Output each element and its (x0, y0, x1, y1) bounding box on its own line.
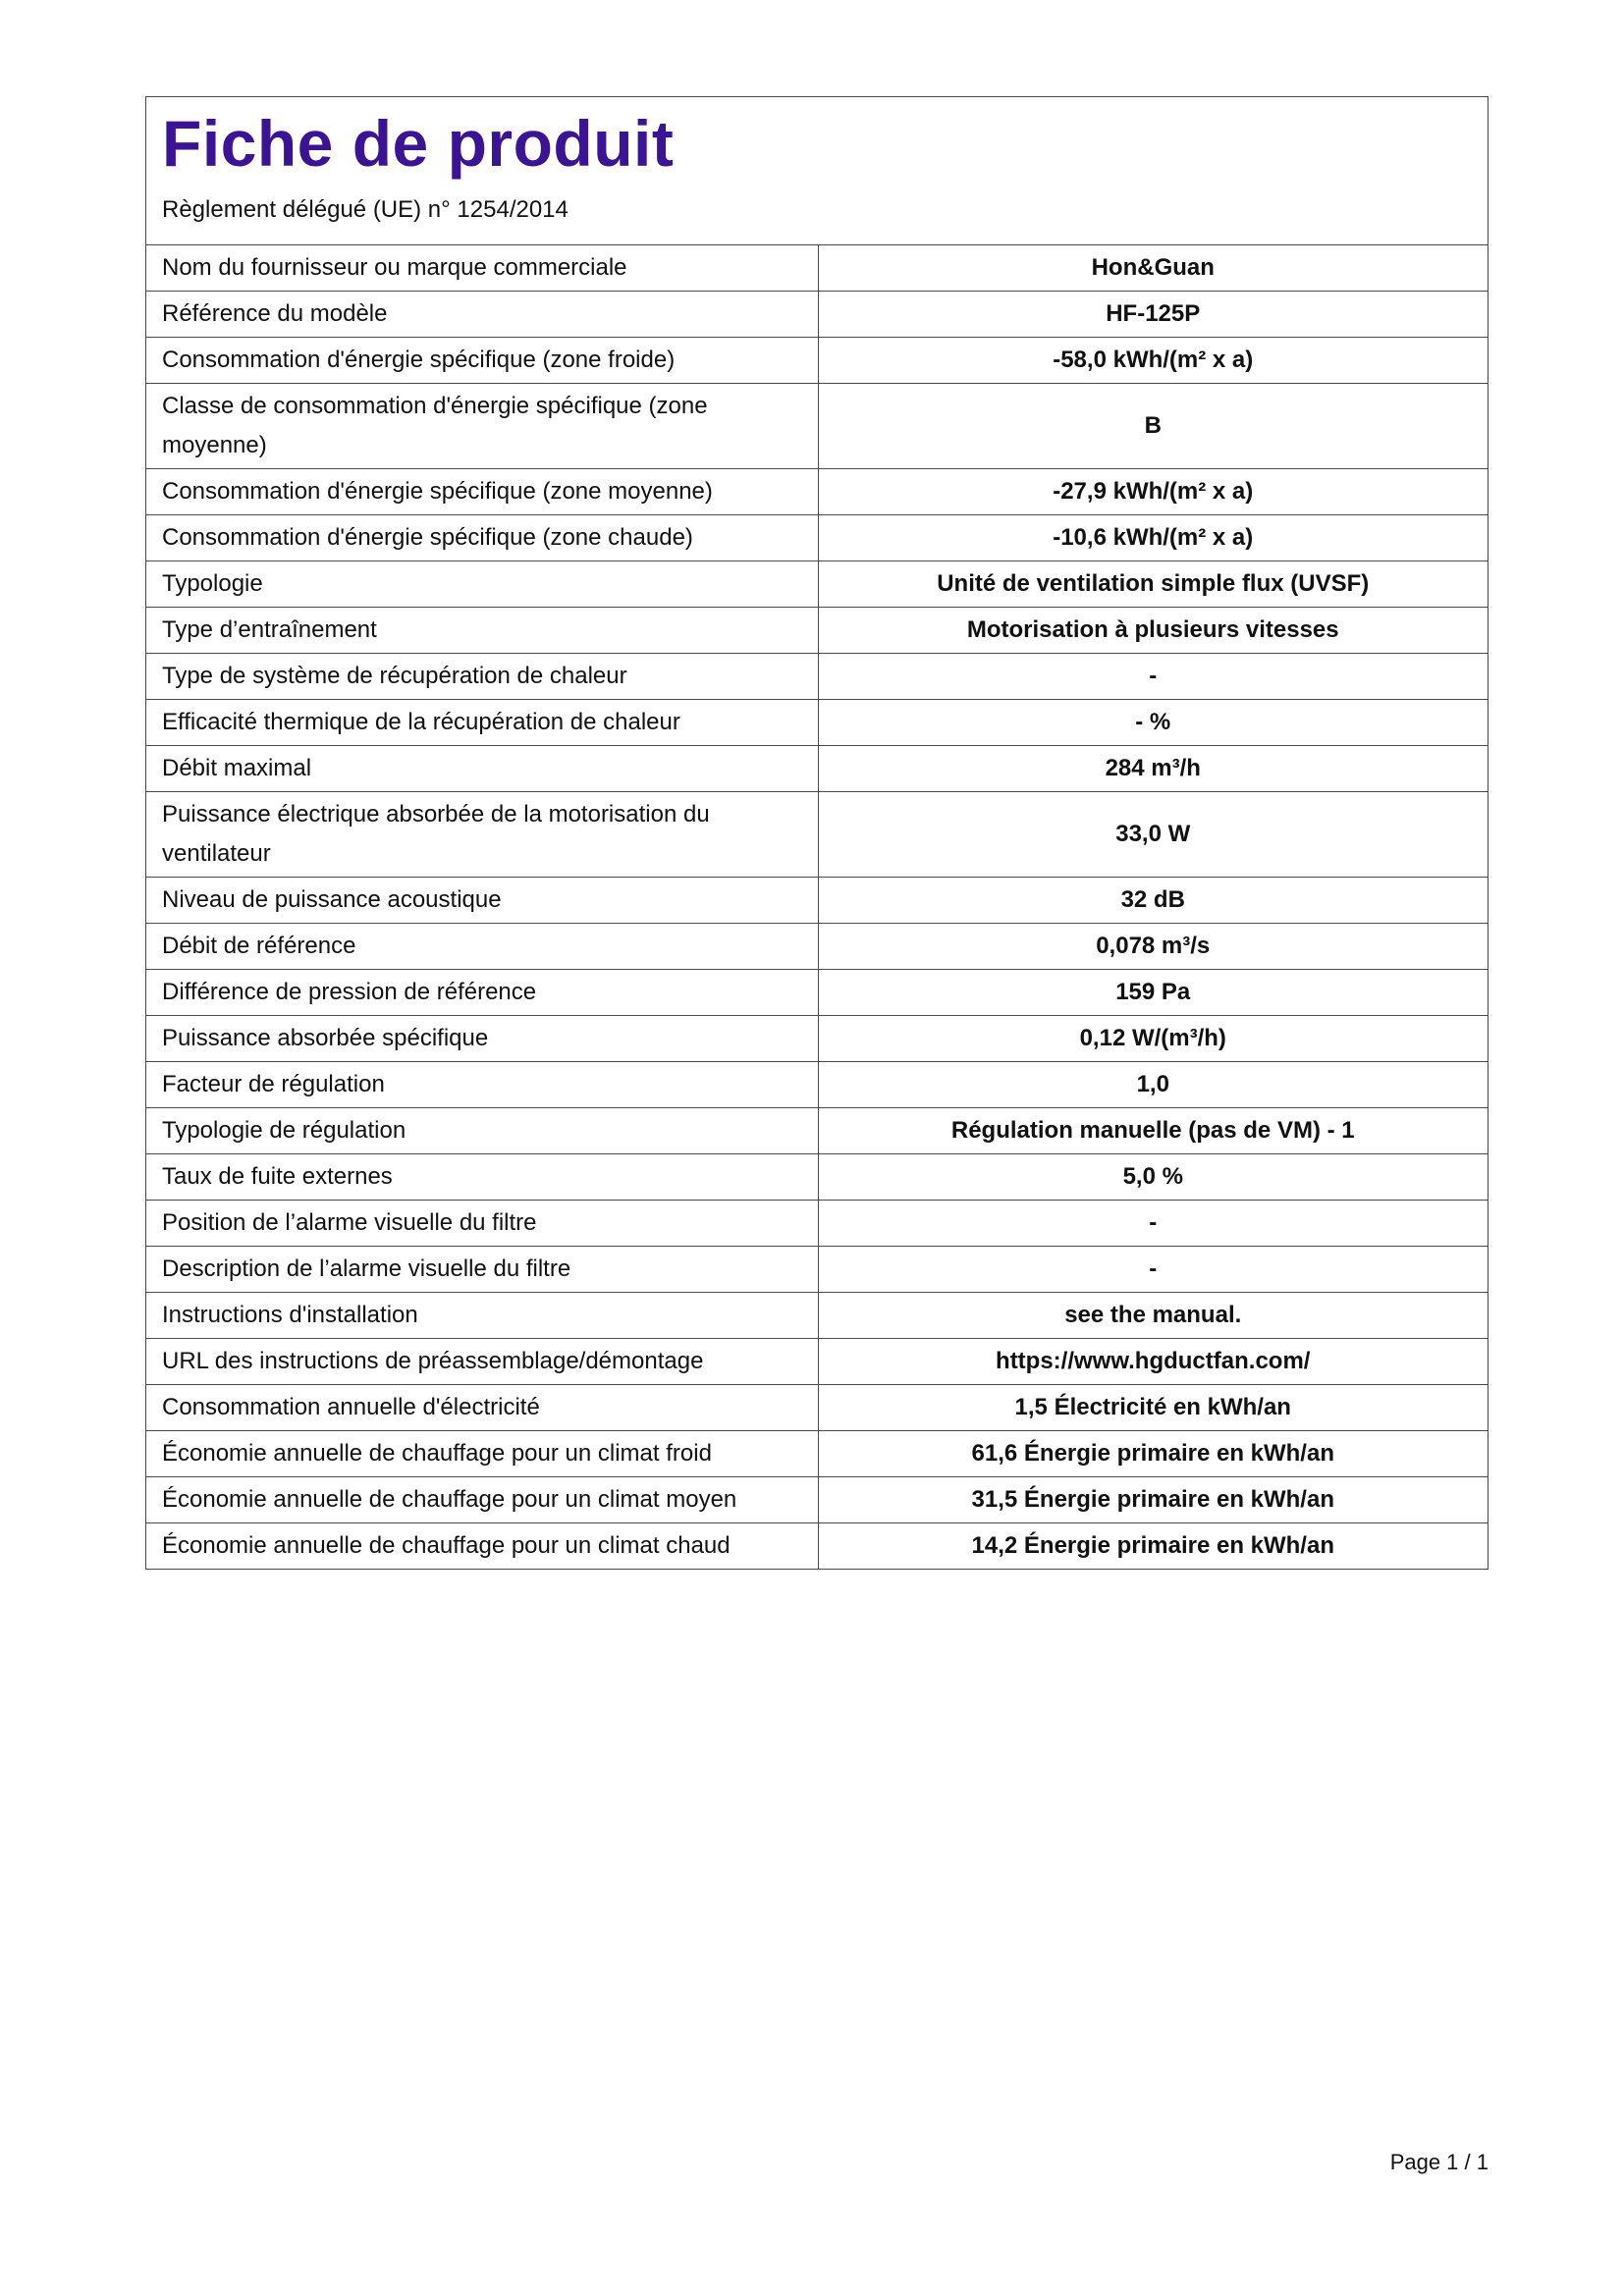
row-label: Débit de référence (146, 923, 818, 969)
row-label: Classe de consommation d'énergie spécifique (zone moyenne) (146, 383, 818, 468)
table-row (146, 383, 1488, 468)
row-value: see the manual. (818, 1292, 1488, 1338)
row-value: 33,0 W (818, 791, 1488, 877)
row-label: Taux de fuite externes (146, 1153, 818, 1200)
table-row (146, 1061, 1488, 1107)
table-row (146, 1200, 1488, 1246)
row-value: -27,9 kWh/(m² x a) (818, 468, 1488, 514)
row-value: -10,6 kWh/(m² x a) (818, 514, 1488, 561)
row-label: Type de système de récupération de chaleur (146, 653, 818, 699)
row-value: -58,0 kWh/(m² x a) (818, 337, 1488, 383)
row-value: 61,6 Énergie primaire en kWh/an (818, 1430, 1488, 1476)
table-row (146, 699, 1488, 745)
row-label: Économie annuelle de chauffage pour un climat moyen (146, 1476, 818, 1522)
row-value: https://www.hgductfan.com/ (818, 1338, 1488, 1384)
row-label: Économie annuelle de chauffage pour un climat chaud (146, 1522, 818, 1569)
row-value: Motorisation à plusieurs vitesses (818, 607, 1488, 653)
table-row (146, 514, 1488, 561)
row-value: 1,5 Électricité en kWh/an (818, 1384, 1488, 1430)
row-value: - (818, 1246, 1488, 1292)
table-row (146, 337, 1488, 383)
table-row (146, 1153, 1488, 1200)
table-row (146, 607, 1488, 653)
table-row (146, 877, 1488, 923)
row-label: Puissance électrique absorbée de la motorisation du ventilateur (146, 791, 818, 877)
row-value: 5,0 % (818, 1153, 1488, 1200)
row-label: Économie annuelle de chauffage pour un climat froid (146, 1430, 818, 1476)
row-value: B (818, 383, 1488, 468)
table-row (146, 1292, 1488, 1338)
page-number: Page 1 / 1 (1389, 2150, 1489, 2174)
table-row (146, 791, 1488, 877)
row-label: URL des instructions de préassemblage/démontage (146, 1338, 818, 1384)
table-row (146, 1384, 1488, 1430)
row-value: Unité de ventilation simple flux (UVSF) (818, 561, 1488, 607)
table-row (146, 1430, 1488, 1476)
row-value: Hon&Guan (1091, 253, 1215, 281)
table-row (146, 1246, 1488, 1292)
table-row (146, 561, 1488, 607)
row-value: 284 m³/h (818, 745, 1488, 791)
table-row (146, 653, 1488, 699)
row-label: Position de l’alarme visuelle du filtre (146, 1200, 818, 1246)
row-value: 14,2 Énergie primaire en kWh/an (818, 1522, 1488, 1569)
row-label: Débit maximal (146, 745, 818, 791)
table-row (146, 745, 1488, 791)
page-title: Fiche de produit (162, 107, 675, 180)
row-label: Consommation d'énergie spécifique (zone moyenne) (146, 468, 818, 514)
row-value: - (818, 1200, 1488, 1246)
table-row (146, 1338, 1488, 1384)
table-row (146, 1476, 1488, 1522)
row-value: 0,078 m³/s (818, 923, 1488, 969)
row-value: Régulation manuelle (pas de VM) - 1 (818, 1107, 1488, 1153)
row-value: 31,5 Énergie primaire en kWh/an (818, 1476, 1488, 1522)
row-value: - % (818, 699, 1488, 745)
row-value: - (818, 653, 1488, 699)
table-row (146, 1522, 1488, 1569)
row-value: 159 Pa (818, 969, 1488, 1015)
row-label: Efficacité thermique de la récupération de chaleur (146, 699, 818, 745)
table-row (146, 291, 1488, 337)
product-sheet (145, 96, 1489, 1570)
row-label: Type d’entraînement (146, 607, 818, 653)
table-row (146, 969, 1488, 1015)
row-label: Consommation d'énergie spécifique (zone chaude) (146, 514, 818, 561)
row-value: HF-125P (818, 291, 1488, 337)
row-value: 1,0 (818, 1061, 1488, 1107)
row-label: Nom du fournisseur ou marque commerciale (146, 245, 818, 292)
row-label: Référence du modèle (146, 291, 818, 337)
table-row (146, 245, 1488, 292)
row-label: Consommation annuelle d'électricité (146, 1384, 818, 1430)
row-label: Typologie de régulation (146, 1107, 818, 1153)
row-label: Description de l’alarme visuelle du filtre (146, 1246, 818, 1292)
row-value: 32 dB (818, 877, 1488, 923)
row-label: Instructions d'installation (146, 1292, 818, 1338)
table-row (146, 1107, 1488, 1153)
row-label: Typologie (146, 561, 818, 607)
row-value: 0,12 W/(m³/h) (818, 1015, 1488, 1061)
regulation-reference: Règlement délégué (UE) n° 1254/2014 (162, 195, 568, 223)
row-label: Différence de pression de référence (146, 969, 818, 1015)
table-row (146, 468, 1488, 514)
row-label: Facteur de régulation (146, 1061, 818, 1107)
table-row (146, 923, 1488, 969)
table-row (146, 1015, 1488, 1061)
specification-table (146, 245, 1488, 1569)
row-label: Consommation d'énergie spécifique (zone froide) (146, 337, 818, 383)
sheet-header (146, 97, 1488, 245)
row-label: Puissance absorbée spécifique (146, 1015, 818, 1061)
row-label: Niveau de puissance acoustique (146, 877, 818, 923)
specification-table-body (146, 245, 1488, 1569)
